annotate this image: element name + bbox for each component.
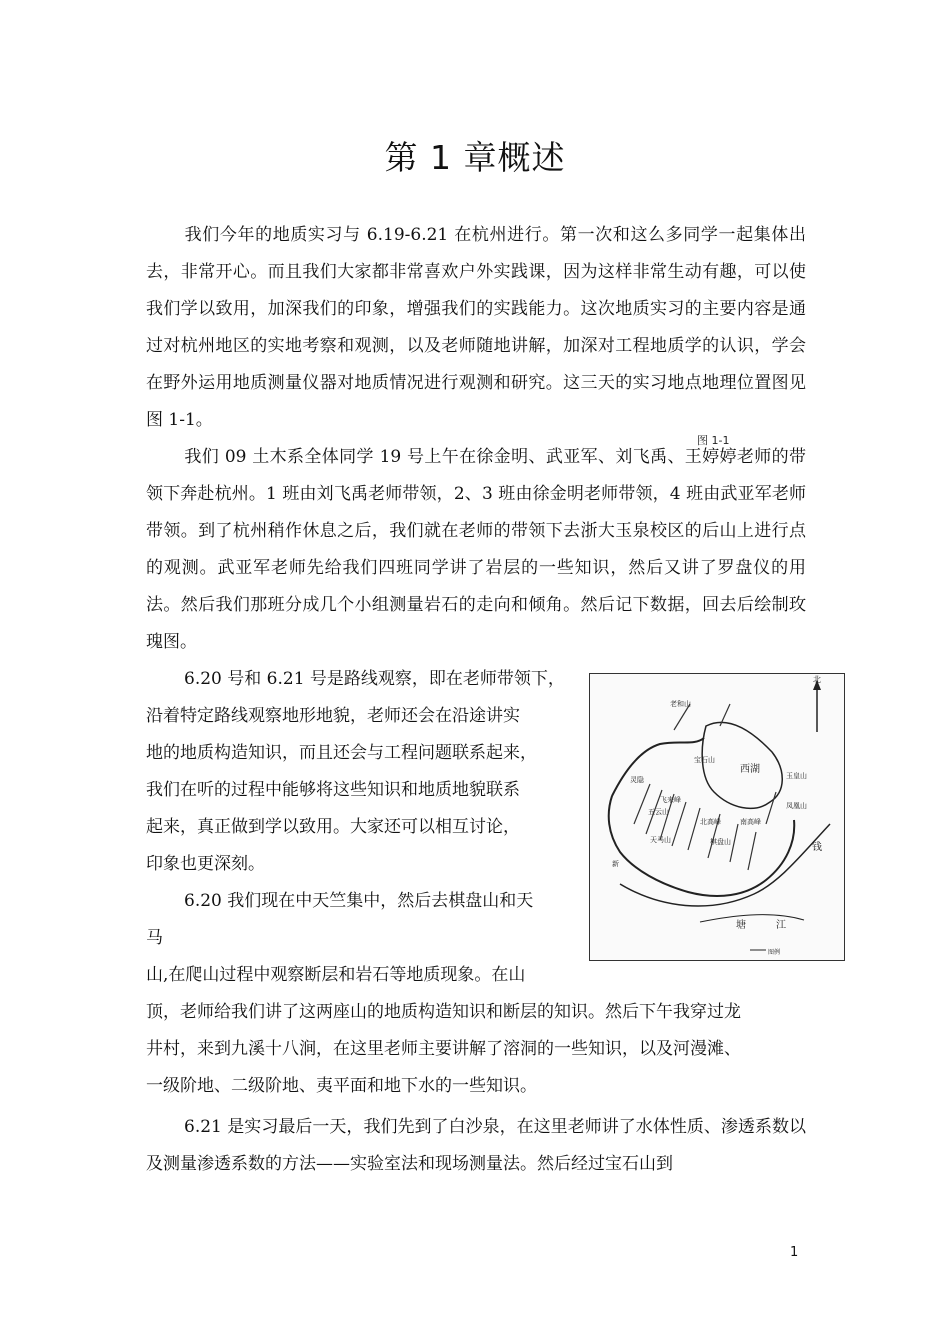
paragraph-day3-text: 6.21 是实习最后一天，我们先到了白沙泉，在这里老师讲了水体性质、渗透系数以及测量渗透系数的方法——实验室法和现场测量法。然后经过宝石山到 bbox=[146, 1117, 806, 1174]
map-label: 钱 bbox=[812, 842, 822, 853]
map-label: 江 bbox=[776, 920, 786, 931]
map-label: 西湖 bbox=[740, 764, 760, 775]
paragraph-intro bbox=[146, 217, 806, 439]
paragraph-day1-text: 我们 09 土木系全体同学 19 号上午在徐金明、武亚军、刘飞禹、王婷婷老师的带领下奔赴杭州。1 班由刘飞禹老师带领，2、3 班由徐金明老师带领，4 班由武亚军老师带领。到了杭州稍作休息之后，我们就在老师的带领下去浙大玉泉校区的后山上进行点的观测。武亚军老师先给我们四班同学讲了岩层的一些知识，然后又讲了罗盘仪的用法。然后我们那班分成几个小组测量岩石的走向和倾角。然后记下数据，回去后绘制玫瑰图。 bbox=[146, 447, 806, 652]
text-line: 印象也更深刻。 bbox=[146, 854, 265, 874]
paragraph-day1 bbox=[146, 439, 806, 661]
map-legend: 图例 bbox=[768, 949, 781, 956]
map-label: 塘 bbox=[736, 920, 746, 931]
location-map-figure bbox=[589, 673, 845, 961]
paragraph-day3 bbox=[146, 1109, 806, 1183]
map-drawing bbox=[590, 674, 844, 960]
map-label: 新 bbox=[612, 860, 619, 868]
text-line: 马 bbox=[146, 928, 163, 948]
map-label: 宝石山 bbox=[694, 756, 715, 764]
text-line: 6.20 我们现在中天竺集中，然后去棋盘山和天 bbox=[184, 891, 534, 911]
text-line: 地的地质构造知识，而且还会与工程问题联系起来， bbox=[146, 743, 537, 763]
text-line: 井村，来到九溪十八涧，在这里老师主要讲解了溶洞的一些知识，以及河漫滩、 bbox=[146, 1039, 741, 1059]
text-line: 沿着特定路线观察地形地貌，老师还会在沿途讲实 bbox=[146, 706, 520, 726]
text-line: 一级阶地、二级阶地、夷平面和地下水的一些知识。 bbox=[146, 1076, 537, 1096]
text-line: 我们在听的过程中能够将这些知识和地质地貌联系 bbox=[146, 780, 520, 800]
text-line: 山,在爬山过程中观察断层和岩石等地质现象。在山 bbox=[146, 965, 526, 985]
text-line: 6.20 号和 6.21 号是路线观察，即在老师带领下， bbox=[184, 669, 565, 689]
map-label: 五云山 bbox=[648, 808, 669, 816]
map-label: 凤凰山 bbox=[786, 802, 807, 810]
text-line: 起来，真正做到学以致用。大家还可以相互讨论， bbox=[146, 817, 520, 837]
map-label: 北 bbox=[813, 675, 821, 684]
map-label: 飞来峰 bbox=[660, 796, 681, 804]
text-line: 顶，老师给我们讲了这两座山的地质构造知识和断层的知识。然后下午我穿过龙 bbox=[146, 1002, 741, 1022]
map-label: 天马山 bbox=[650, 836, 671, 844]
paragraph-intro-text: 我们今年的地质实习与 6.19-6.21 在杭州进行。第一次和这么多同学一起集体出去，非常开心。而且我们大家都非常喜欢户外实践课，因为这样非常生动有趣，可以使我们学以致用，加深我们的印象，增强我们的实践能力。这次地质实习的主要内容是通过对杭州地区的实地考察和观测，以及老师随地讲解，加深对工程地质学的认识，学会在野外运用地质测量仪器对地质情况进行观测和研究。这三天的实习地点地理位置图见图 1-1。 bbox=[146, 225, 806, 430]
map-label: 棋盘山 bbox=[710, 838, 731, 846]
map-label: 玉皇山 bbox=[786, 772, 807, 780]
figure-reference-label: 图 1-1 bbox=[697, 434, 730, 447]
page-number: 1 bbox=[790, 1245, 799, 1260]
map-label: 老和山 bbox=[670, 700, 691, 708]
map-label: 北高峰 bbox=[700, 818, 721, 826]
chapter-title: 第 1 章概述 bbox=[384, 138, 566, 177]
map-label: 南高峰 bbox=[740, 818, 761, 826]
map-label: 灵隐 bbox=[630, 776, 644, 784]
